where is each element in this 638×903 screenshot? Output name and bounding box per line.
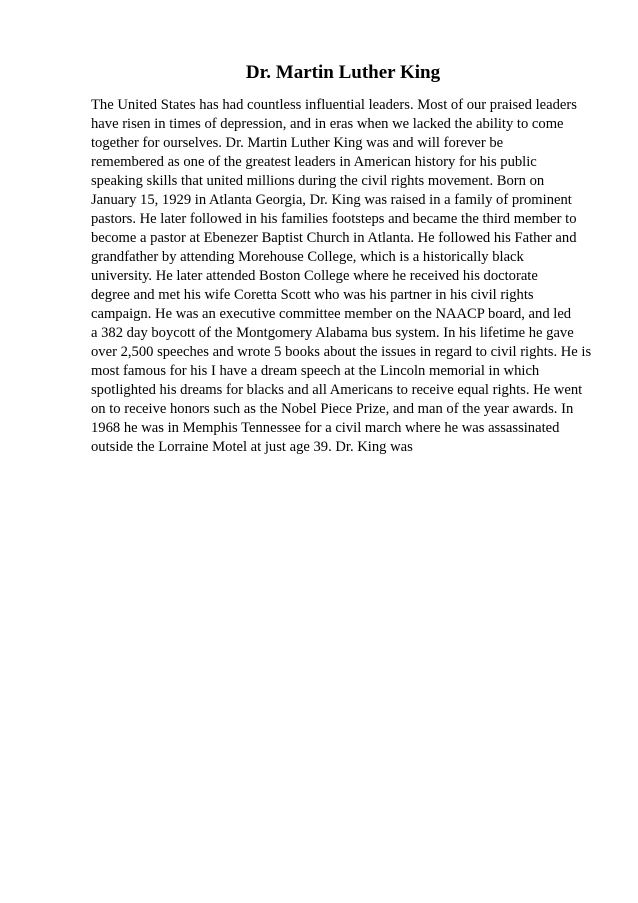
text-line: January 15, 1929 in Atlanta Georgia, Dr. King was raised in a family of prominent — [91, 192, 572, 208]
text-line: university. He later attended Boston College where he received his doctorate — [91, 268, 538, 284]
text-line: outside the Lorraine Motel at just age 39. Dr. King was — [91, 439, 413, 455]
text-line: have risen in times of depression, and in eras when we lacked the ability to come — [91, 116, 564, 132]
text-line: together for ourselves. Dr. Martin Luther King was and will forever be — [91, 135, 504, 151]
text-line: on to receive honors such as the Nobel Piece Prize, and man of the year awards. In — [91, 401, 574, 417]
text-line: campaign. He was an executive committee member on the NAACP board, and led — [91, 306, 572, 322]
document-title: Dr. Martin Luther King — [245, 62, 441, 83]
text-line: degree and met his wife Coretta Scott who was his partner in his civil rights — [91, 287, 534, 303]
text-line: grandfather by attending Morehouse College, which is a historically black — [91, 249, 524, 265]
text-line: The United States has had countless influential leaders. Most of our praised leaders — [91, 97, 577, 113]
text-line: 1968 he was in Memphis Tennessee for a civil march where he was assassinated — [91, 420, 560, 436]
text-line: spotlighted his dreams for blacks and all Americans to receive equal rights. He went — [91, 382, 583, 398]
text-line: most famous for his I have a dream speech at the Lincoln memorial in which — [91, 363, 540, 379]
text-line: a 382 day boycott of the Montgomery Alabama bus system. In his lifetime he gave — [91, 325, 574, 341]
text-line: pastors. He later followed in his families footsteps and became the third member to — [91, 211, 577, 227]
text-line: speaking skills that united millions during the civil rights movement. Born on — [91, 173, 545, 189]
text-line: over 2,500 speeches and wrote 5 books about the issues in regard to civil rights. He is — [91, 344, 592, 360]
text-line: become a pastor at Ebenezer Baptist Church in Atlanta. He followed his Father and — [91, 230, 577, 246]
body-paragraph — [91, 96, 601, 457]
text-line: remembered as one of the greatest leaders in American history for his public — [91, 154, 537, 170]
